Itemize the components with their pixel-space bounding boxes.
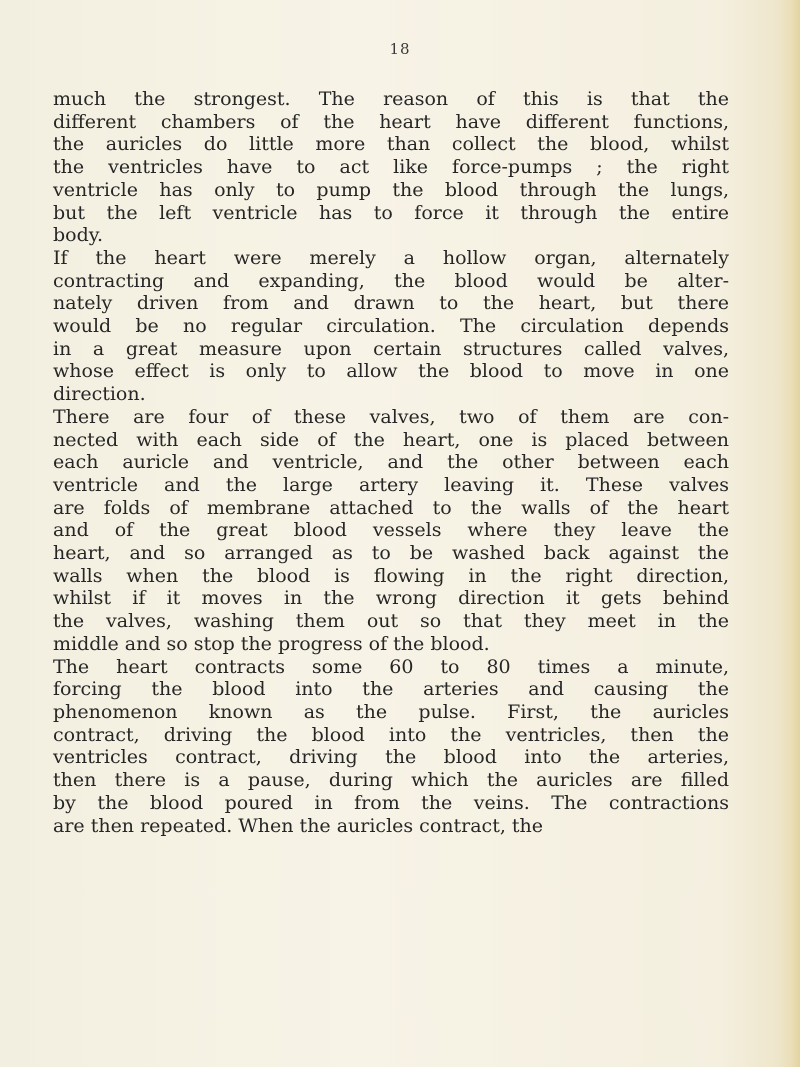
body-text	[53, 88, 729, 837]
text-line: and of the great blood vessels where they leave the	[53, 519, 729, 542]
text-line: the valves, washing them out so that they meet in the	[53, 610, 729, 633]
text-line: nately driven from and drawn to the heart, but there	[53, 292, 729, 315]
text-line: There are four of these valves, two of them are con-	[53, 405, 729, 428]
text-line: the ventricles have to act like force-pumps ; the right	[53, 156, 729, 179]
text-line: in a great measure upon certain structures called valves,	[53, 337, 729, 360]
text-line: the auricles do little more than collect the blood, whilst	[53, 133, 729, 156]
text-line: whose effect is only to allow the blood to move in one	[53, 360, 729, 383]
text-line: walls when the blood is flowing in the right direction,	[53, 564, 729, 587]
text-line: different chambers of the heart have different functions,	[53, 110, 729, 133]
page-edge-shadow	[778, 0, 800, 1067]
text-line: forcing the blood into the arteries and causing the	[53, 678, 729, 701]
text-line: ventricle and the large artery leaving it. These valves	[53, 473, 729, 496]
text-line: nected with each side of the heart, one is placed between	[53, 428, 729, 451]
text-line: body.	[53, 224, 104, 247]
text-line: contract, driving the blood into the ventricles, then the	[53, 723, 729, 746]
text-line: each auricle and ventricle, and the other between each	[53, 451, 729, 474]
text-line: direction.	[53, 383, 146, 406]
text-line: contracting and expanding, the blood would be alter-	[53, 269, 729, 292]
text-line: much the strongest. The reason of this is that the	[53, 88, 729, 110]
text-line: would be no regular circulation. The circulation depends	[53, 315, 729, 338]
text-line: ventricle has only to pump the blood through the lungs,	[53, 178, 729, 201]
text-line: but the left ventricle has to force it through the entire	[53, 201, 729, 224]
text-line: If the heart were merely a hollow organ, alternately	[53, 246, 729, 269]
text-line: heart, and so arranged as to be washed back against the	[53, 542, 729, 565]
text-line: The heart contracts some 60 to 80 times a minute,	[53, 655, 729, 678]
text-line: are folds of membrane attached to the walls of the heart	[53, 496, 729, 519]
text-line: by the blood poured in from the veins. The contractions	[53, 791, 729, 814]
text-line: middle and so stop the progress of the blood.	[53, 632, 490, 655]
text-line: are then repeated. When the auricles contract, the	[53, 814, 544, 837]
text-line: whilst if it moves in the wrong direction it gets behind	[53, 587, 729, 610]
page-number: 18	[389, 40, 411, 58]
text-line: then there is a pause, during which the auricles are filled	[53, 769, 729, 792]
text-line: phenomenon known as the pulse. First, the auricles	[53, 700, 729, 723]
text-line: ventricles contract, driving the blood into the arteries,	[53, 746, 729, 769]
